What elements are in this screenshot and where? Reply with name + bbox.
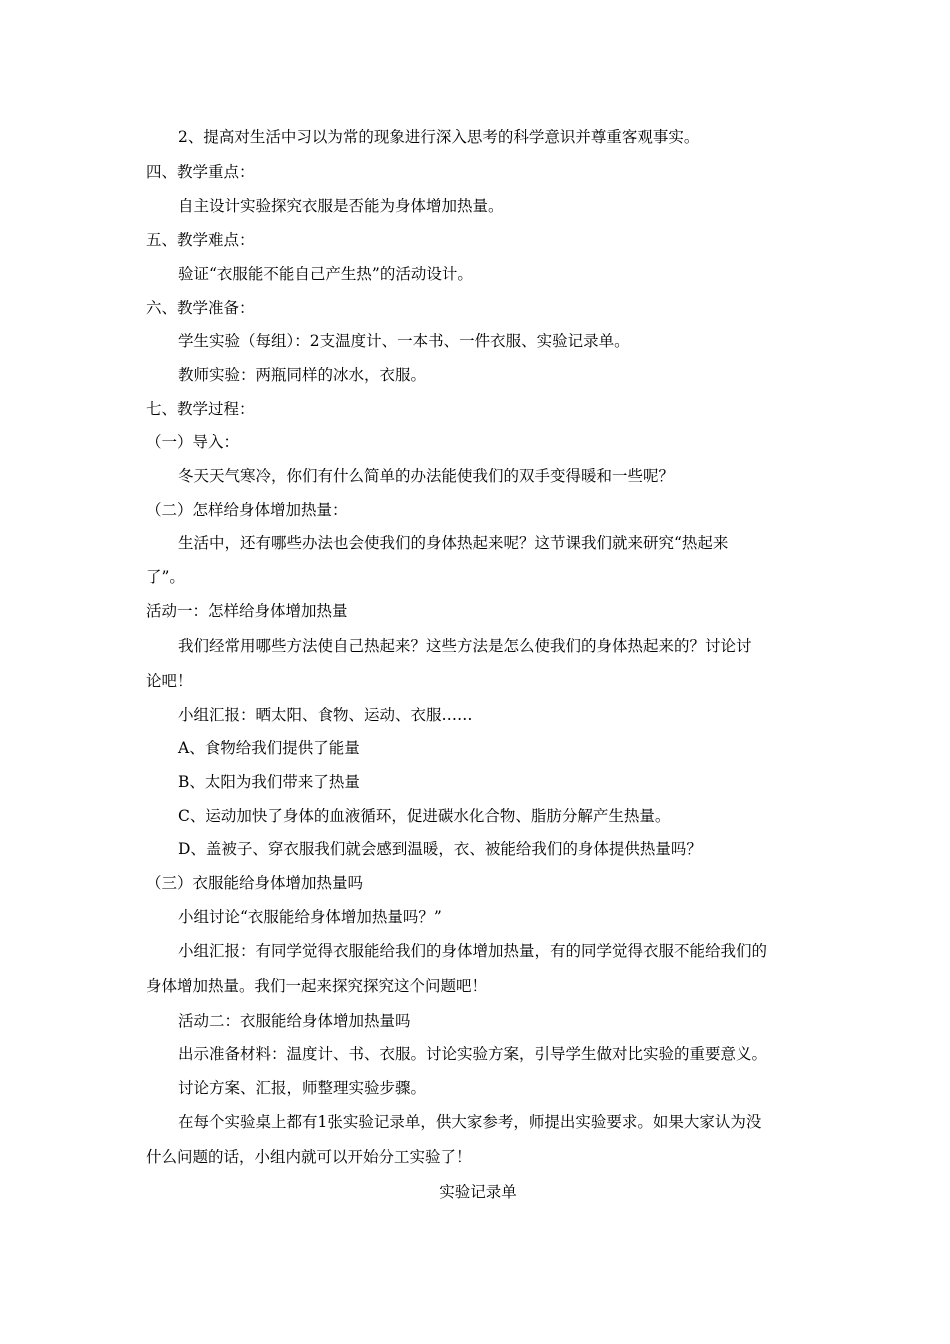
difficulties-text: 验证“衣服能不能自己产生热”的活动设计。 xyxy=(178,265,473,283)
activity-2-title: 活动二：衣服能给身体增加热量吗 xyxy=(178,1012,411,1030)
item-b: B、太阳为我们带来了热量 xyxy=(178,773,360,791)
record-text-1: 在每个实验桌上都有1张实验记录单，供大家参考，师提出实验要求。如果大家认为没 xyxy=(178,1113,762,1131)
item-c: C、运动加快了身体的血液循环，促进碳水化合物、脂肪分解产生热量。 xyxy=(178,807,671,825)
heading-preparation: 六、教学准备： xyxy=(146,299,255,317)
section-clothes: （三）衣服能给身体增加热量吗 xyxy=(146,874,364,892)
record-text-2: 什么问题的话，小组内就可以开始分工实验了！ xyxy=(146,1148,472,1166)
group-report-2a: 小组汇报：有同学觉得衣服能给我们的身体增加热量，有的同学觉得衣服不能给我们的 xyxy=(178,942,768,960)
activity-1-text-1: 我们经常用哪些方法使自己热起来？这些方法是怎么使我们的身体热起来的？讨论讨 xyxy=(178,637,752,655)
group-report-1: 小组汇报：晒太阳、食物、运动、衣服…… xyxy=(178,706,473,724)
prep-student: 学生实验（每组）：2支温度计、一本书、一件衣服、实验记录单。 xyxy=(178,332,630,350)
activity-1-text-2: 论吧！ xyxy=(146,672,193,690)
group-report-2b: 身体增加热量。我们一起来探究探究这个问题吧！ xyxy=(146,977,488,995)
key-points-text: 自主设计实验探究衣服是否能为身体增加热量。 xyxy=(178,197,504,215)
heading-key-points: 四、教学重点： xyxy=(146,163,255,181)
how-heat-text-1: 生活中，还有哪些办法也会使我们的身体热起来呢？这节课我们就来研究“热起来 xyxy=(178,534,729,552)
objective-2: 2、提高对生活中习以为常的现象进行深入思考的科学意识并尊重客观事实。 xyxy=(178,128,700,146)
materials-text: 出示准备材料：温度计、书、衣服。讨论实验方案，引导学生做对比实验的重要意义。 xyxy=(178,1045,768,1063)
section-intro: （一）导入： xyxy=(146,433,240,451)
how-heat-text-2: 了”。 xyxy=(146,568,185,586)
section-how-heat: （二）怎样给身体增加热量： xyxy=(146,501,348,519)
item-d: D、盖被子、穿衣服我们就会感到温暖，衣、被能给我们的身体提供热量吗？ xyxy=(178,840,702,858)
activity-1-title: 活动一：怎样给身体增加热量 xyxy=(146,602,348,620)
intro-text: 冬天天气寒冷，你们有什么简单的办法能使我们的双手变得暖和一些呢？ xyxy=(178,467,675,485)
record-sheet-title: 实验记录单 xyxy=(439,1183,517,1201)
group-discussion: 小组讨论“衣服能给身体增加热量吗？” xyxy=(178,908,442,926)
heading-process: 七、教学过程： xyxy=(146,400,255,418)
item-a: A、食物给我们提供了能量 xyxy=(178,739,360,757)
prep-teacher: 教师实验：两瓶同样的冰水，衣服。 xyxy=(178,366,427,384)
plan-text: 讨论方案、汇报，师整理实验步骤。 xyxy=(178,1079,427,1097)
heading-difficulties: 五、教学难点： xyxy=(146,231,255,249)
